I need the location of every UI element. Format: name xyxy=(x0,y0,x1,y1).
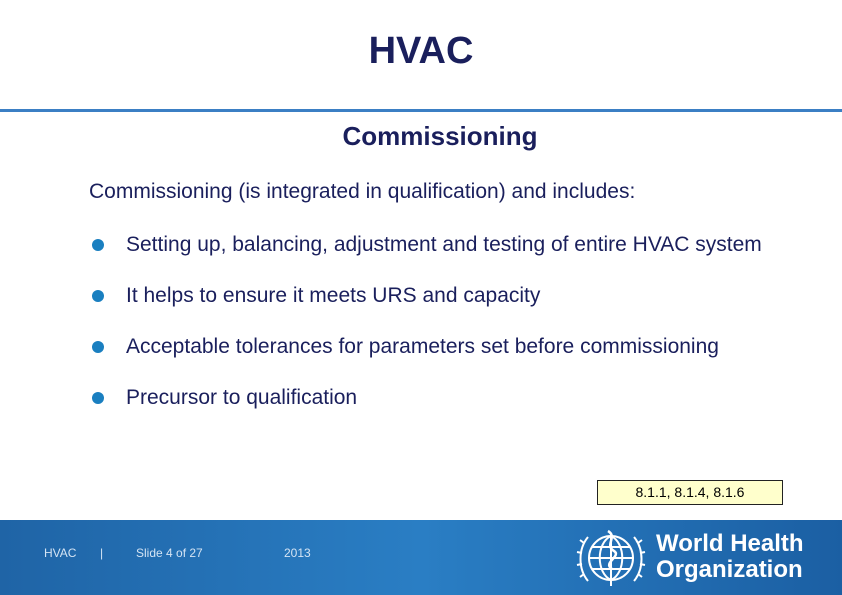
footer-topic: HVAC xyxy=(44,546,77,560)
bullet-list xyxy=(92,230,786,412)
bullet-item xyxy=(92,332,786,361)
footer-separator: | xyxy=(100,546,104,560)
slide-subtitle: Commissioning xyxy=(342,121,538,151)
bullet-text: Setting up, balancing, adjustment and testing of entire HVAC system xyxy=(126,233,762,256)
who-emblem-icon xyxy=(572,523,650,593)
org-name-line1: World Health xyxy=(656,530,804,557)
org-name-line2: Organization xyxy=(656,556,803,583)
bullet-text: It helps to ensure it meets URS and capacity xyxy=(126,284,541,307)
bullet-item xyxy=(92,281,786,310)
bullet-dot-icon xyxy=(92,239,104,251)
bullet-text: Acceptable tolerances for parameters set before commissioning xyxy=(126,335,719,358)
slide-title: HVAC xyxy=(368,30,474,72)
bullet-dot-icon xyxy=(92,290,104,302)
bullet-item xyxy=(92,230,786,259)
footer-slide-number: Slide 4 of 27 xyxy=(136,546,203,560)
bullet-text: Precursor to qualification xyxy=(126,386,358,409)
bullet-item xyxy=(92,383,786,412)
bullet-dot-icon xyxy=(92,392,104,404)
intro-text: Commissioning (is integrated in qualification) and includes: xyxy=(89,180,636,203)
footer-bar xyxy=(0,520,842,595)
title-divider xyxy=(0,109,842,112)
reference-box: 8.1.1, 8.1.4, 8.1.6 xyxy=(597,480,783,505)
bullet-dot-icon xyxy=(92,341,104,353)
footer-year: 2013 xyxy=(284,546,311,560)
